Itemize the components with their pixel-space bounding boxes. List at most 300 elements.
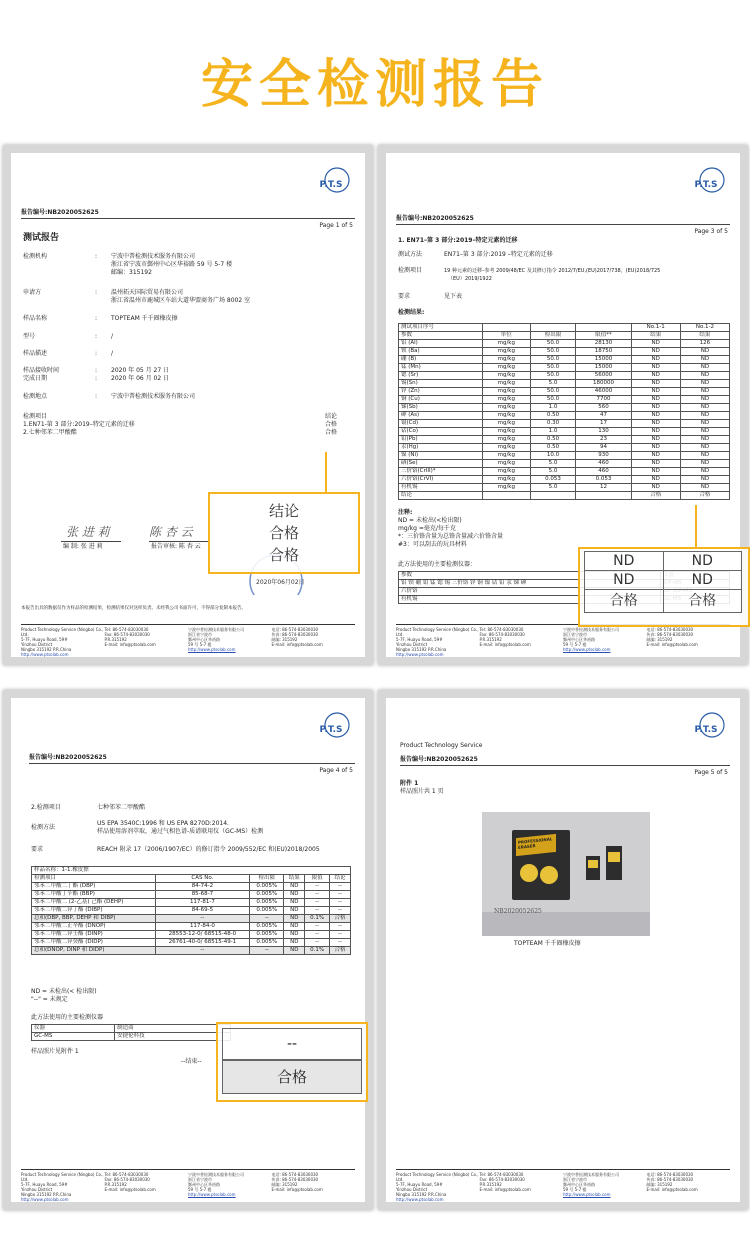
table-cell: 0.005% xyxy=(250,923,284,931)
table-row xyxy=(399,468,730,476)
table-cell: ND xyxy=(631,372,680,380)
date-stamp: 2020年06月02日 xyxy=(256,579,305,586)
notes-label: 注释: xyxy=(398,509,413,516)
table-cell: 镉(Cd) xyxy=(399,420,483,428)
table-cell: 锡(Sn) xyxy=(399,380,483,388)
report-number: 报告编号:NB2020052625 xyxy=(21,209,99,216)
footer xyxy=(396,624,730,657)
conclusion-label: 结论 xyxy=(325,413,338,420)
table-cell: GC-MS xyxy=(32,1033,115,1041)
table-cell: 47 xyxy=(576,412,631,420)
table-cell: ND xyxy=(680,372,729,380)
footer-line: 浙江省宁波市 xyxy=(188,632,212,637)
table-cell: ND xyxy=(284,907,305,915)
footer-line: Tel: 86-574-83030030 xyxy=(104,627,149,632)
photo-caption: TOPTEAM 千千圈橡皮擦 xyxy=(514,940,581,947)
table-header-cell: No.1-1 xyxy=(631,324,680,332)
table-header-cell: 参数 xyxy=(399,332,483,340)
info-value: 2020 年 05 月 27 日 xyxy=(111,367,170,374)
instrument-table xyxy=(31,1024,231,1041)
colon: : xyxy=(95,367,98,374)
info-value: 邮编：315192 xyxy=(111,269,152,276)
page-number: Page 5 of 5 xyxy=(694,769,728,776)
table-cell: mg/kg xyxy=(483,412,531,420)
table-cell: -- xyxy=(155,915,250,923)
table-row xyxy=(399,460,730,468)
footer-line: 传真: 86-574-83030030 xyxy=(271,632,319,637)
footer-line: 5-7F, Huayu Road, 59# xyxy=(396,1182,443,1187)
table-header-cell: 检出限 xyxy=(530,332,576,340)
table-cell: -- xyxy=(305,907,330,915)
info-key: 检测机构 xyxy=(23,253,48,260)
info-value: 浙江省宁波市鄞州中心区华裕路 59 号 5-7 楼 xyxy=(111,261,233,268)
footer-line: Yinzhou District xyxy=(21,1187,53,1192)
info-value: 浙江省温州市鹿城区车站大道华盟商务广场 8002 室 xyxy=(111,297,251,304)
table-cell: 0.005% xyxy=(250,883,284,891)
table-cell: 铅(Pb) xyxy=(399,436,483,444)
footer-line[interactable]: http://www.ptsolab.com xyxy=(188,1192,236,1197)
table-cell: 460 xyxy=(576,468,631,476)
table-cell: ND xyxy=(631,468,680,476)
table-cell: ND xyxy=(680,444,729,452)
colon: : xyxy=(95,333,98,340)
footer-line: P.R.315192 xyxy=(479,637,502,642)
info-key: 型号 xyxy=(23,333,36,340)
footer-column xyxy=(21,1172,105,1202)
table-cell: 六价铬 xyxy=(399,588,661,596)
eraser-box xyxy=(512,830,570,900)
table-header-row xyxy=(399,332,730,340)
footer-line[interactable]: http://www.ptsolab.com xyxy=(563,647,611,652)
report-page-5 xyxy=(378,690,748,1210)
table-cell: 汞(Hg) xyxy=(399,444,483,452)
table-cell: 六价铬(CrVI) xyxy=(399,476,483,484)
info-value: / xyxy=(111,350,114,357)
table-cell: 砷 (As) xyxy=(399,412,483,420)
callout-conclusion-2: 合格 xyxy=(268,546,299,564)
table-cell: mg/kg xyxy=(483,372,531,380)
report-number: 报告编号:NB2020052625 xyxy=(396,215,474,222)
table-row xyxy=(399,340,730,348)
table-cell: 94 xyxy=(576,444,631,452)
table-cell: mg/kg xyxy=(483,476,531,484)
callout-conclusion-1: 合格 xyxy=(268,524,299,542)
table-cell: mg/kg xyxy=(483,452,531,460)
company-name: Product Technology Service xyxy=(400,742,483,749)
table-header-cell: No.1-2 xyxy=(680,324,729,332)
table-cell: 参数 xyxy=(399,572,661,580)
table-cell: ND xyxy=(284,915,305,923)
callout-cell: 合格 xyxy=(585,590,664,613)
table-cell: ND xyxy=(631,380,680,388)
footer-line: 传真: 86-574-83030030 xyxy=(271,1177,319,1182)
logo-text: P.T.S xyxy=(319,180,343,190)
table-row xyxy=(32,899,351,907)
table-cell: ND xyxy=(680,484,729,492)
table-cell: 18750 xyxy=(576,348,631,356)
table-cell: ND xyxy=(680,436,729,444)
footer-line[interactable]: http://www.ptsolab.com xyxy=(188,647,236,652)
table-cell: 50.0 xyxy=(530,356,576,364)
footer-line: 5-7F, Huayu Road, 59# xyxy=(21,637,68,642)
table-row xyxy=(32,1033,231,1041)
requirement-label: 要求 xyxy=(31,846,44,853)
table-cell: 84-69-5 xyxy=(155,907,250,915)
table-cell: 23 xyxy=(576,436,631,444)
table-cell: ND xyxy=(631,404,680,412)
info-key: 完成日期 xyxy=(23,375,48,382)
table-row xyxy=(32,923,351,931)
footer-line: 5-7F, Huayu Road, 59# xyxy=(396,637,443,642)
colon: : xyxy=(95,350,98,357)
info-key: 样品描述 xyxy=(23,350,48,357)
table-cell: 126 xyxy=(680,340,729,348)
table-row xyxy=(399,396,730,404)
note-3: *：三价铬含量为总铬含量减六价铬含量 xyxy=(398,533,504,540)
eraser-label: PROFESSIONAL ERASER xyxy=(516,834,556,856)
table-cell: ND xyxy=(631,396,680,404)
callout-cell: ND xyxy=(663,552,742,571)
sample-name: 样品名称：1-1.橡皮擦 xyxy=(32,867,351,875)
footer-line: Product Technology Service (Ningbo) Co., Ltd. xyxy=(396,627,479,637)
footer-line: 宁波中普检测技术服务有限公司 xyxy=(563,1172,619,1177)
table-cell: ND xyxy=(284,923,305,931)
callout-1-line xyxy=(325,452,327,492)
method-value-2: 样品使用溶剂萃取，通过气相色谱-质谱联用仪（GC-MS）检测 xyxy=(97,828,264,835)
table-cell: 50.0 xyxy=(530,364,576,372)
table-cell: 130 xyxy=(576,428,631,436)
table-cell: 钡 (Ba) xyxy=(399,348,483,356)
table-cell: -- xyxy=(250,915,284,923)
footer-column xyxy=(105,1172,189,1192)
table-cell: ND xyxy=(680,428,729,436)
table-cell: -- xyxy=(305,931,330,939)
info-value: 温州拓天国际贸易有限公司 xyxy=(111,289,184,296)
table-header-cell: 限值** xyxy=(576,332,631,340)
table-cell: 84-74-2 xyxy=(155,883,250,891)
footer-column xyxy=(480,627,564,647)
phthalate-table xyxy=(31,866,351,955)
footer-column xyxy=(272,1172,356,1192)
table-cell: 硒(Se) xyxy=(399,460,483,468)
table-cell: 50.0 xyxy=(530,388,576,396)
table-cell: ND xyxy=(680,364,729,372)
logo-text: P.T.S xyxy=(694,180,718,190)
table-cell: ND xyxy=(284,891,305,899)
bee-icon xyxy=(520,864,538,882)
table-cell: 0.005% xyxy=(250,899,284,907)
footer-line: 鄞州中心区华裕路 xyxy=(188,637,220,642)
table-cell: 50.0 xyxy=(530,348,576,356)
pts-logo-icon xyxy=(311,167,351,197)
footer-column xyxy=(21,627,105,657)
table-cell: ND xyxy=(284,939,305,947)
footer-line[interactable]: http://www.ptsolab.com xyxy=(396,652,444,657)
table-row xyxy=(399,420,730,428)
table-cell: ND xyxy=(680,356,729,364)
method-label: 测试方法 xyxy=(398,251,423,258)
table-cell: 5.0 xyxy=(530,460,576,468)
colon: : xyxy=(95,315,98,322)
table-cell: ND xyxy=(680,420,729,428)
page-number: Page 1 of 5 xyxy=(319,222,353,229)
table-row xyxy=(399,348,730,356)
table-cell: ND xyxy=(680,460,729,468)
info-value: 宁波中普检测技术服务有限公司 xyxy=(111,253,196,260)
table-header-cell: 结果 xyxy=(680,332,729,340)
footer-line: Product Technology Service (Ningbo) Co., Ltd. xyxy=(396,1172,479,1182)
footer-column xyxy=(396,627,480,657)
callout-cell: 合格 xyxy=(663,590,742,613)
table-cell: 28553-12-0/ 68515-48-0 xyxy=(155,931,250,939)
table-cell: ND xyxy=(680,380,729,388)
note-1: ND = 未检出(<检出限) xyxy=(398,517,462,524)
colon: : xyxy=(95,393,98,400)
method-value: US EPA 3540C:1996 和 US EPA 8270D:2014. xyxy=(97,820,229,827)
table-cell: 50.0 xyxy=(530,340,576,348)
table-cell: 0.005% xyxy=(250,931,284,939)
disclaimer: 本报告出具的数据仅作为样品的检测结果，检测结果仅对送样负责。未经我公司书面许可，不得部分复制本报告。 xyxy=(21,606,246,611)
footer-line: P.R.315192 xyxy=(104,1182,127,1187)
table-cell: ND xyxy=(631,348,680,356)
table-cell: 0.50 xyxy=(530,436,576,444)
conclusion-2: 合格 xyxy=(325,429,338,436)
requirement-label: 要求 xyxy=(398,293,411,300)
pts-logo-icon xyxy=(686,712,726,742)
table-row xyxy=(399,484,730,492)
signature-1: 张 进 莉 xyxy=(66,525,110,539)
table-cell: 26761-40-0/ 68515-49-1 xyxy=(155,939,250,947)
table-cell: ND xyxy=(631,452,680,460)
signature-2: 陈 杏 云 xyxy=(149,525,193,539)
footer-line: Tel: 86-574-83030030 xyxy=(479,1172,524,1177)
table-header-cell: 限值 xyxy=(305,875,330,883)
footer-line: 宁波中普检测技术服务有限公司 xyxy=(188,1172,244,1177)
table-cell: 仪器 xyxy=(32,1025,115,1033)
table-cell: -- xyxy=(155,947,250,955)
table-cell: -- xyxy=(330,899,351,907)
footer-line: Product Technology Service (Ningbo) Co., Ltd. xyxy=(21,1172,104,1182)
table-cell: 7700 xyxy=(576,396,631,404)
table-header-cell: 结果 xyxy=(284,875,305,883)
footer-line: 浙江省宁波市 xyxy=(188,1177,212,1182)
table-row xyxy=(399,476,730,484)
table-cell: 10.0 xyxy=(530,452,576,460)
table-cell: 460 xyxy=(576,460,631,468)
callout-results-table xyxy=(584,551,742,613)
table-cell: ND xyxy=(284,883,305,891)
table-cell: 0.005% xyxy=(250,907,284,915)
footer-line: 59 号 5-7 楼 xyxy=(563,642,587,647)
footer-line: 5-7F, Huayu Road, 59# xyxy=(21,1182,68,1187)
table-row xyxy=(32,883,351,891)
table-header-cell xyxy=(483,324,531,332)
footer xyxy=(21,624,355,657)
table-cell: ND xyxy=(284,947,305,955)
photo-watermark: NB2020052625 xyxy=(494,908,542,915)
colon: : xyxy=(95,375,98,382)
table-header-cell: 结论 xyxy=(330,875,351,883)
table-cell: 合格 xyxy=(631,492,680,500)
table-cell xyxy=(530,492,576,500)
table-cell: 0.50 xyxy=(530,444,576,452)
table-cell: mg/kg xyxy=(483,348,531,356)
table-cell: 铜 (Cu) xyxy=(399,396,483,404)
table-cell: 17 xyxy=(576,420,631,428)
table-cell: 锶 (Sr) xyxy=(399,372,483,380)
footer-line: 传真: 86-574-83030030 xyxy=(646,1177,694,1182)
table-row xyxy=(32,939,351,947)
table-row xyxy=(32,867,351,875)
callout-cell: ND xyxy=(585,552,664,571)
footer-line[interactable]: http://www.ptsolab.com xyxy=(563,1192,611,1197)
table-cell: 合格 xyxy=(680,492,729,500)
table-row xyxy=(399,492,730,500)
table-cell: -- xyxy=(330,923,351,931)
report-number: 报告编号:NB2020052625 xyxy=(29,754,107,761)
table-cell: 1.0 xyxy=(530,404,576,412)
table-row xyxy=(399,428,730,436)
table-cell: 邻苯二甲酸二 (2-乙基) 己酯 (DEHP) xyxy=(32,899,156,907)
eraser-piece xyxy=(586,856,600,880)
footer-line: 鄞州中心区华裕路 xyxy=(563,1182,595,1187)
table-cell: mg/kg xyxy=(483,420,531,428)
table-cell: 0.053 xyxy=(530,476,576,484)
report-number: 报告编号:NB2020052625 xyxy=(400,756,478,763)
table-cell: 5.0 xyxy=(530,468,576,476)
footer-line: 59 号 5-7 楼 xyxy=(188,642,212,647)
table-cell: 锰 (Mn) xyxy=(399,364,483,372)
table-header-cell: 检出限 xyxy=(250,875,284,883)
footer-column xyxy=(563,627,647,652)
footer-line[interactable]: http://www.ptsolab.com xyxy=(21,1197,69,1202)
pts-logo-icon xyxy=(686,167,726,197)
callout-2-line xyxy=(695,505,697,547)
item-value-2: （EU）2019/1922 xyxy=(448,276,492,282)
table-cell: mg/kg xyxy=(483,436,531,444)
table-cell: 0.30 xyxy=(530,420,576,428)
footer-line: 电话: 86-574-83030030 xyxy=(271,627,319,632)
table-cell: 结论 xyxy=(399,492,483,500)
table-cell: -- xyxy=(330,907,351,915)
footer-line: 邮编: 315192 xyxy=(646,1182,673,1187)
footer-line: E-mail: info@ptsolab.com xyxy=(271,1187,323,1192)
footer-line: 邮编: 315192 xyxy=(646,637,673,642)
footer-line: 59 号 5-7 楼 xyxy=(563,1187,587,1192)
table-cell: ND xyxy=(680,348,729,356)
callout-conclusion-label: 结论 xyxy=(268,502,299,520)
table-cell: ND xyxy=(631,356,680,364)
table-cell: -- xyxy=(330,939,351,947)
table-cell: -- xyxy=(305,883,330,891)
footer-column xyxy=(480,1172,564,1192)
table-cell: 0.053 xyxy=(576,476,631,484)
footer-line: Ningbo 315192 P.R.China xyxy=(396,647,447,652)
table-cell: ND xyxy=(631,436,680,444)
footer-line: 宁波中普检测技术服务有限公司 xyxy=(563,627,619,632)
footer-line: E-mail: info@ptsolab.com xyxy=(646,642,698,647)
footer-line: Yinzhou District xyxy=(396,642,428,647)
footer-column xyxy=(105,627,189,647)
item-value: 19 种元素的迁移–参考 2009/48/EC 及其修订指令 2012/7/EU,(EU)2017/738，(EU)2018/725 xyxy=(444,268,661,274)
table-cell: 5.0 xyxy=(530,484,576,492)
footer-line[interactable]: http://www.ptsolab.com xyxy=(396,1197,444,1202)
table-cell: -- xyxy=(330,931,351,939)
table-cell: 邻苯二甲酸二正辛酯 (DNOP) xyxy=(32,923,156,931)
method-value: EN71–第 3 部分:2019 –特定元素的迁移 xyxy=(444,251,553,258)
table-cell: mg/kg xyxy=(483,484,531,492)
table-cell: 117-81-7 xyxy=(155,899,250,907)
table-cell: 邻苯二甲酸二异丁酯 (DIBP) xyxy=(32,907,156,915)
footer-line: 鄞州中心区华裕路 xyxy=(563,637,595,642)
items-label: 检测项目 xyxy=(23,413,48,420)
footer-line: 电话: 86-574-83030030 xyxy=(646,1172,694,1177)
table-header-row xyxy=(399,324,730,332)
footer-line: Ningbo 315192 P.R.China xyxy=(21,1192,72,1197)
table-cell: 28130 xyxy=(576,340,631,348)
table-header-cell xyxy=(530,324,576,332)
footer-line: E-mail: info@ptsolab.com xyxy=(104,642,156,647)
sample-photo xyxy=(482,812,650,936)
footer-line: Fax: 86-574-83030030 xyxy=(104,1177,150,1182)
footer-line: P.R.315192 xyxy=(479,1182,502,1187)
table-cell: mg/kg xyxy=(483,364,531,372)
table-cell: mg/kg xyxy=(483,428,531,436)
eraser-piece xyxy=(606,846,622,880)
section-title: 1. EN71–第 3 部分:2019–特定元素的迁移 xyxy=(398,237,518,244)
footer-line: 电话: 86-574-83030030 xyxy=(271,1172,319,1177)
footer-line: 浙江省宁波市 xyxy=(563,1177,587,1182)
callout-cell: ND xyxy=(663,571,742,590)
table-cell: 0.1% xyxy=(305,947,330,955)
footer-line: 鄞州中心区华裕路 xyxy=(188,1182,220,1187)
instrument-label: 此方法使用的主要检测仪器： xyxy=(398,561,477,568)
table-cell: 锌 (Zn) xyxy=(399,388,483,396)
table-cell: 硼 (B) xyxy=(399,356,483,364)
table-cell xyxy=(483,492,531,500)
table-cell: ND xyxy=(631,444,680,452)
callout-conclusion xyxy=(208,492,360,574)
item-value: 七种邻苯二甲酸酯 xyxy=(97,804,146,811)
footer-line: P.R.315192 xyxy=(104,637,127,642)
info-key: 样品名称 xyxy=(23,315,48,322)
table-cell: ND xyxy=(680,396,729,404)
photo-count: 样品照片共 1 页 xyxy=(400,788,444,795)
footer-line: 传真: 86-574-83030030 xyxy=(646,632,694,637)
table-cell: -- xyxy=(305,923,330,931)
footer-line: E-mail: info@ptsolab.com xyxy=(479,642,531,647)
info-value: TOPTEAM 千千圈橡皮擦 xyxy=(111,315,178,322)
report-page-4 xyxy=(3,690,373,1210)
table-cell: -- xyxy=(305,891,330,899)
table-row xyxy=(32,947,351,955)
note-4: #3：可以刮去的玩具材料 xyxy=(398,541,467,548)
table-cell: mg/kg xyxy=(483,356,531,364)
item-label: 2.检测项目 xyxy=(31,804,61,811)
table-cell: ND xyxy=(631,420,680,428)
footer-line: Tel: 86-574-83030030 xyxy=(104,1172,149,1177)
footer-line[interactable]: http://www.ptsolab.com xyxy=(21,652,69,657)
table-cell: 15000 xyxy=(576,364,631,372)
table-header-row xyxy=(32,875,351,883)
table-cell: ND xyxy=(631,476,680,484)
table-cell: 0.005% xyxy=(250,891,284,899)
colon: : xyxy=(95,289,98,296)
table-cell: 0.50 xyxy=(530,412,576,420)
note-2: "--" = 未规定 xyxy=(31,996,68,1003)
table-cell: mg/kg xyxy=(483,468,531,476)
reviewer-name: 报告审核: 陈 杏 云 xyxy=(151,543,201,550)
